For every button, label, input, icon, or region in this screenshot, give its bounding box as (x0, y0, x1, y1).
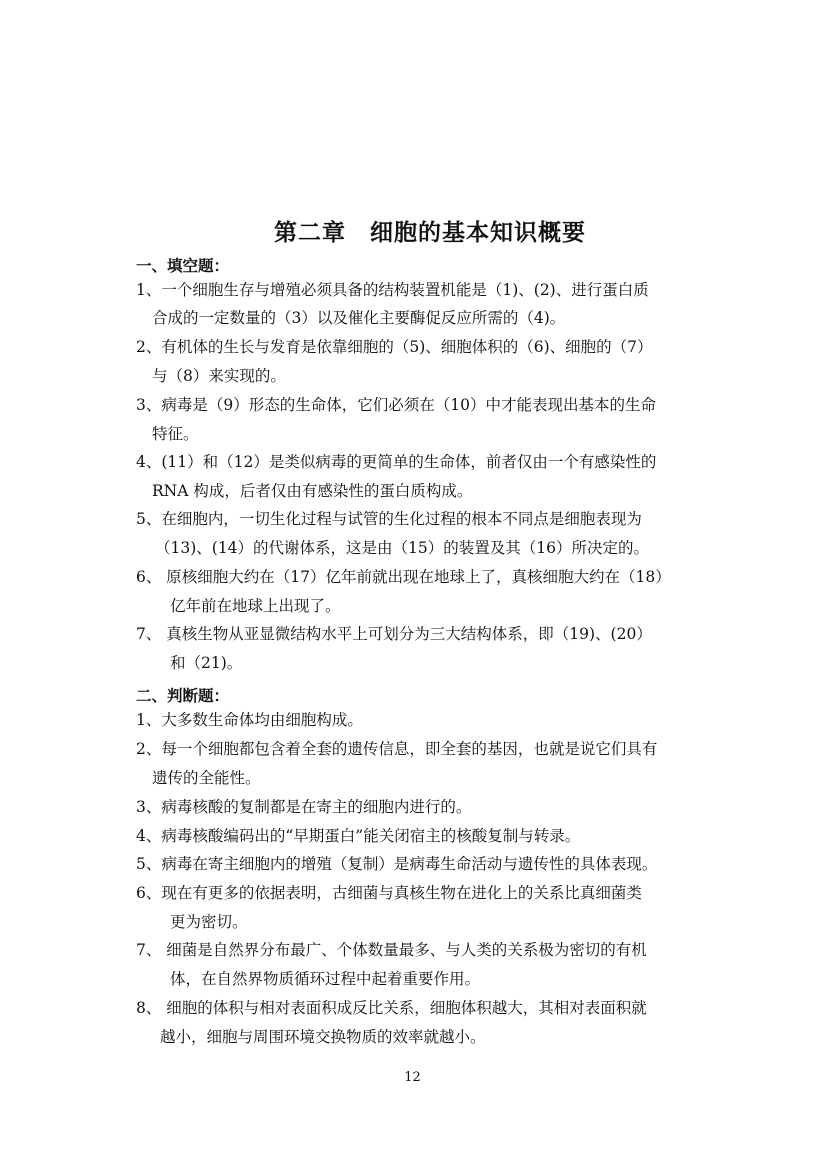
question-line: 5、病毒在寄主细胞内的增殖（复制）是病毒生命活动与遗传性的具体表现。 (136, 855, 658, 873)
question-line: 越小，细胞与周围环境交换物质的效率就越小。 (160, 1028, 486, 1046)
question-line: 2、有机体的生长与发育是依靠细胞的（5)、细胞体积的（6)、细胞的（7） (136, 338, 653, 356)
question-line: 和（21)。 (170, 654, 243, 672)
page-number: 12 (404, 1070, 421, 1085)
question-line: 1、一个细胞生存与增殖必须具备的结构装置机能是（1)、(2)、进行蛋白质 (136, 281, 649, 299)
question-line: 6、现在有更多的依据表明，古细菌与真核生物在进化上的关系比真细菌类 (136, 884, 642, 902)
section-heading-true-false: 二、判断题： (136, 686, 230, 705)
question-line: RNA 构成，后者仅由有感染性的蛋白质构成。 (152, 482, 473, 500)
question-line: 3、病毒是（9）形态的生命体，它们必须在（10）中才能表现出基本的生命 (136, 396, 656, 414)
question-line: 合成的一定数量的（3）以及催化主要酶促反应所需的（4)。 (152, 309, 566, 327)
question-line: 6、 原核细胞大约在（17）亿年前就出现在地球上了，真核细胞大约在（18） (136, 568, 671, 586)
question-line: 更为密切。 (170, 913, 248, 931)
question-line: 7、 细菌是自然界分布最广、个体数量最多、与人类的关系极为密切的有机 (136, 941, 647, 959)
question-line: 8、 细胞的体积与相对表面积成反比关系，细胞体积越大，其相对表面积就 (136, 999, 647, 1017)
question-line: 体，在自然界物质循环过程中起着重要作用。 (170, 970, 481, 988)
question-line: 1、大多数生命体均由细胞构成。 (136, 711, 363, 729)
question-line: 亿年前在地球上出现了。 (170, 597, 341, 615)
page-title: 第二章 细胞的基本知识概要 (274, 219, 586, 246)
question-line: 遗传的全能性。 (152, 769, 261, 787)
question-line: 与（8）来实现的。 (152, 367, 286, 385)
question-line: 3、病毒核酸的复制都是在寄主的细胞内进行的。 (136, 798, 472, 816)
question-line: 7、 真核生物从亚显微结构水平上可划分为三大结构体系，即（19)、(20） (136, 625, 652, 643)
question-line: 特征。 (152, 425, 199, 443)
question-line: （13)、(14）的代谢体系，这是由（15）的装置及其（16）所决定的。 (155, 539, 649, 557)
question-line: 4、(11）和（12）是类似病毒的更简单的生命体，前者仅由一个有感染性的 (136, 453, 657, 471)
section-heading-fill-blank: 一、填空题： (136, 256, 230, 275)
question-line: 4、病毒核酸编码出的“早期蛋白”能关闭宿主的核酸复制与转录。 (136, 827, 581, 845)
question-line: 2、每一个细胞都包含着全套的遗传信息，即全套的基因，也就是说它们具有 (136, 740, 658, 758)
question-line: 5、在细胞内，一切生化过程与试管的生化过程的根本不同点是细胞表现为 (136, 510, 642, 528)
